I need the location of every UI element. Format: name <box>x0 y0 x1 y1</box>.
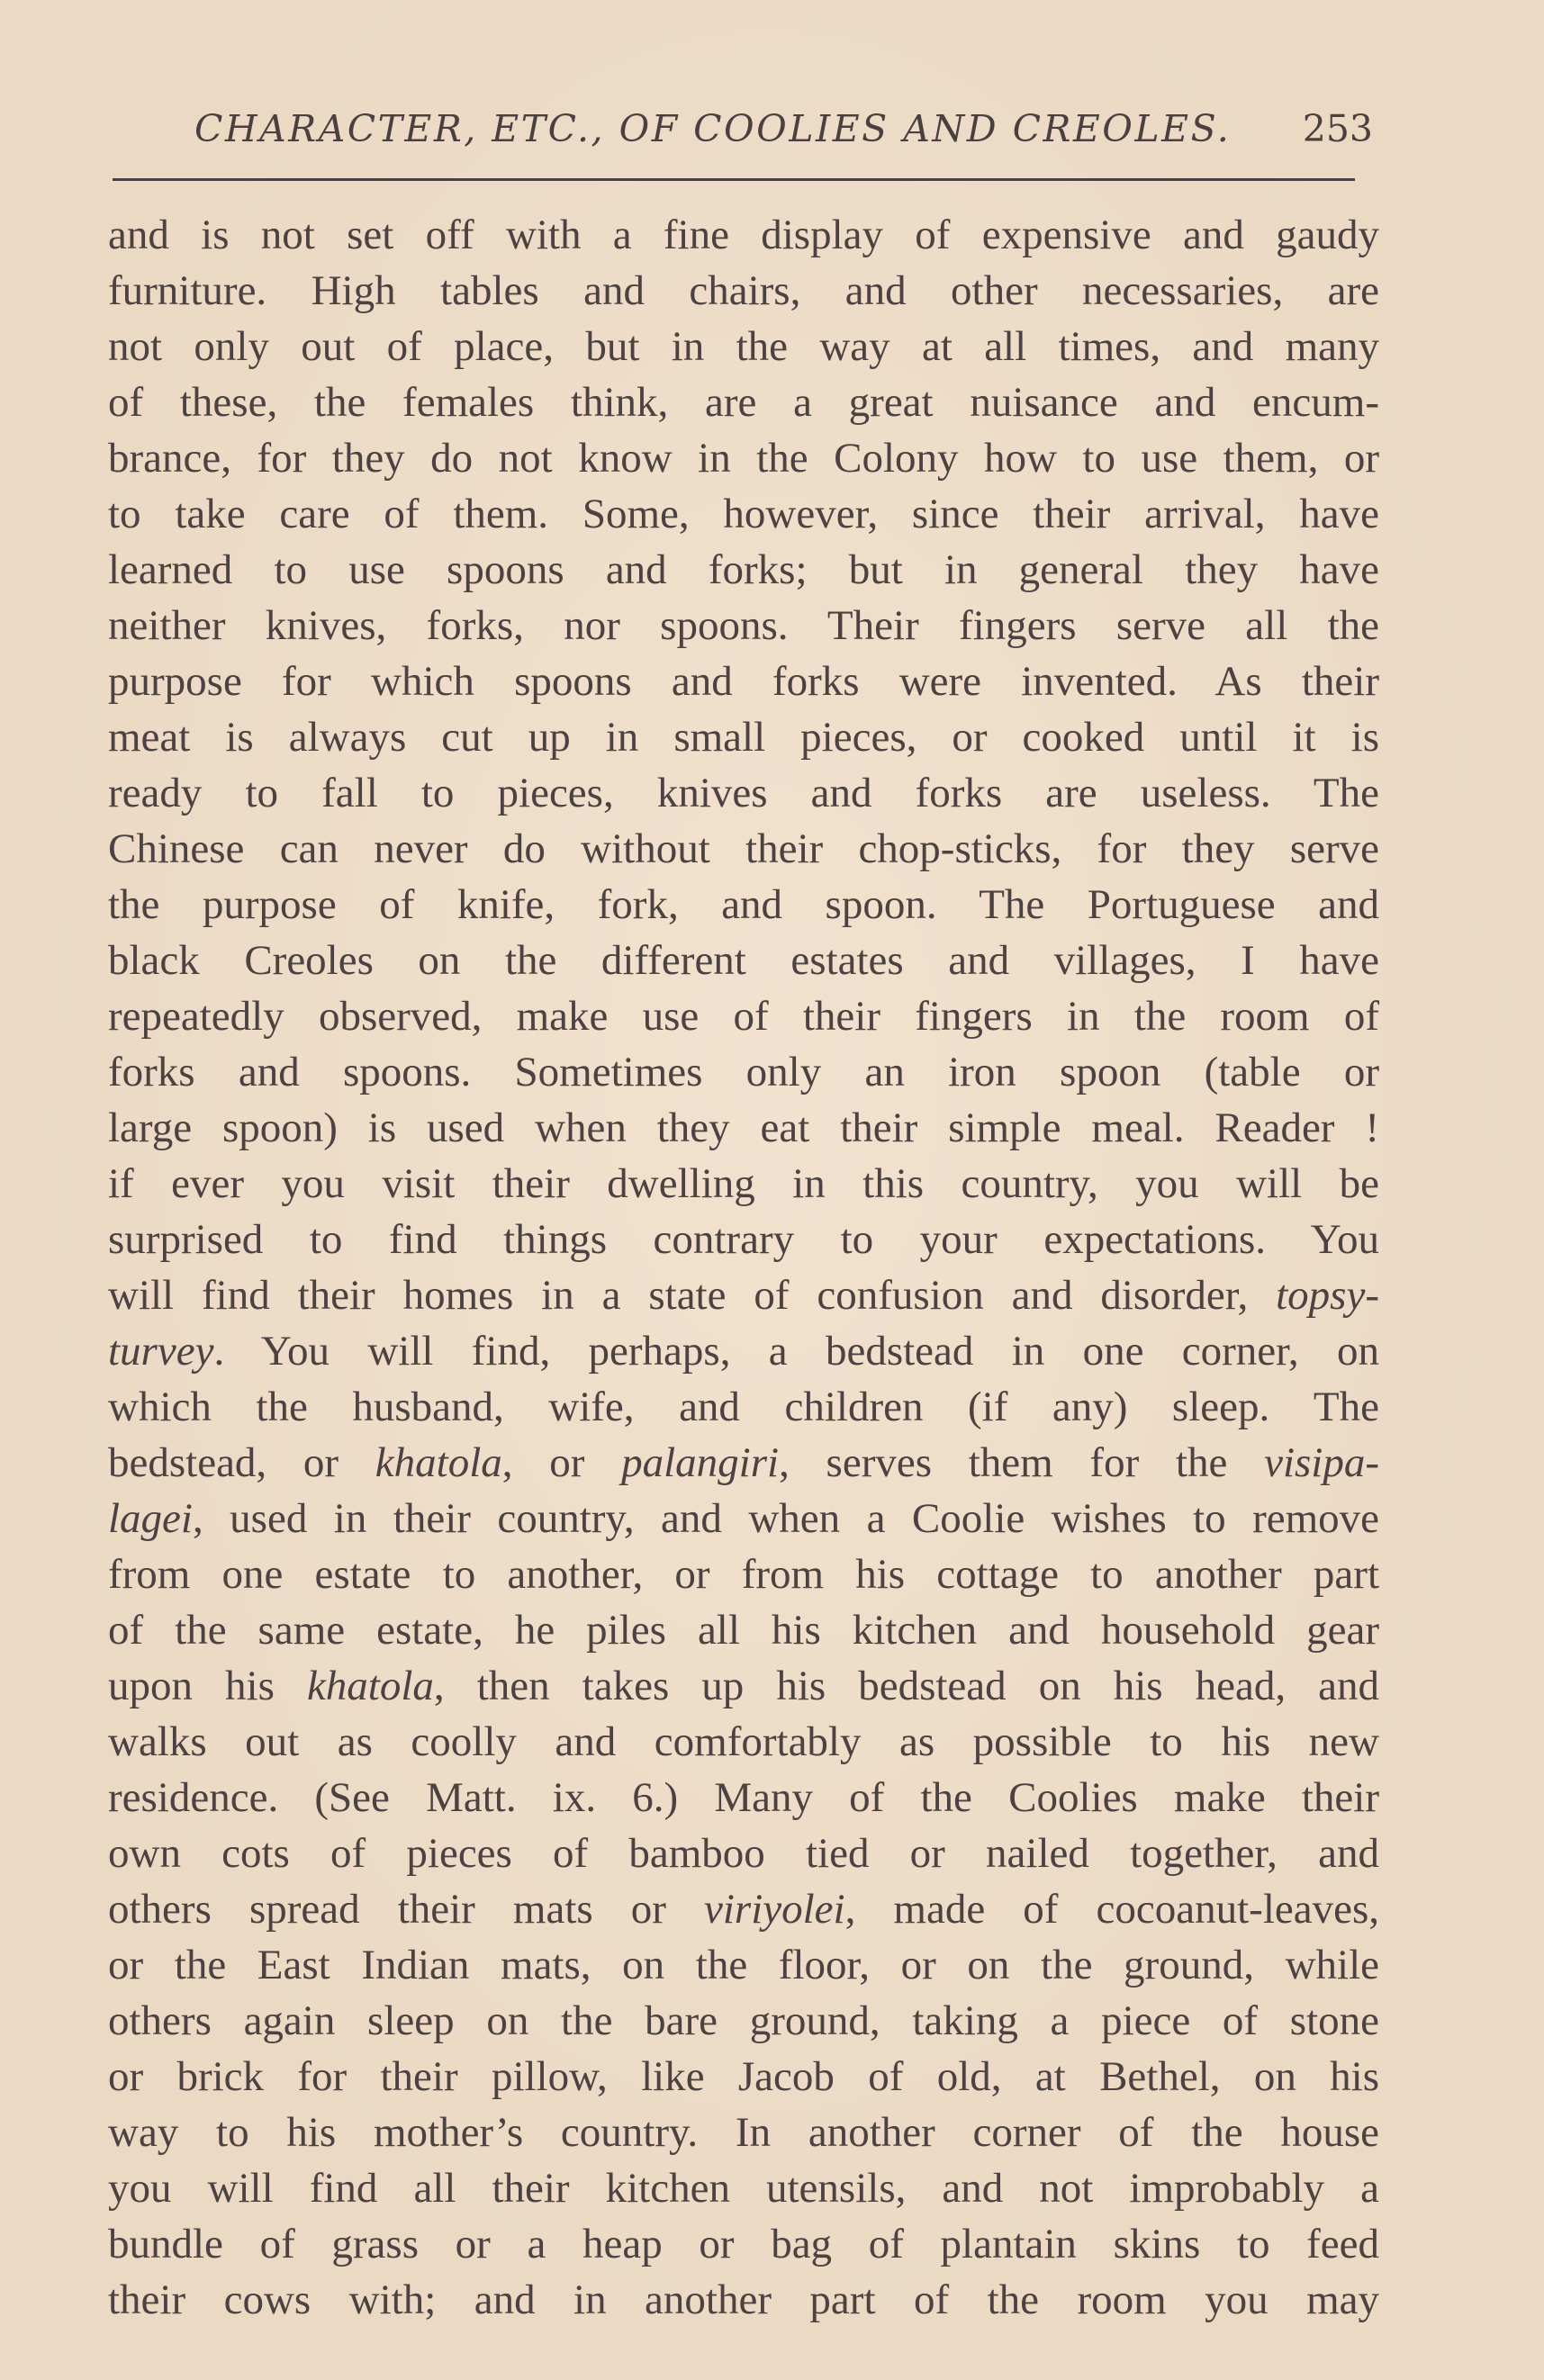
text-line: furniture. High tables and chairs, and other necessaries, are <box>108 267 1379 314</box>
text-line: repeatedly observed, make use of their fingers in the room of <box>108 993 1379 1040</box>
text-line: the purpose of knife, fork, and spoon. The Portuguese and <box>108 881 1379 928</box>
text-line: from one estate to another, or from his cottage to another part <box>108 1551 1379 1598</box>
text-line: lagei, used in their country, and when a Coolie wishes to remove <box>108 1495 1379 1542</box>
text-line: their cows with; and in another part of the room you may <box>108 2276 1379 2323</box>
text-line: and is not set off with a fine display of expensive and gaudy <box>108 212 1379 258</box>
text-line: upon his khatola, then takes up his bedstead on his head, and <box>108 1663 1379 1709</box>
text-line: to take care of them. Some, however, since their arrival, have <box>108 491 1379 537</box>
text-line: if ever you visit their dwelling in this country, you will be <box>108 1160 1379 1207</box>
text-line: you will find all their kitchen utensils, and not improbably a <box>108 2165 1379 2212</box>
text-line: large spoon) is used when they eat their simple meal. Reader ! <box>108 1104 1379 1151</box>
text-line: bundle of grass or a heap or bag of plantain skins to feed <box>108 2221 1379 2267</box>
text-line: forks and spoons. Sometimes only an iron spoon (table or <box>108 1049 1379 1095</box>
text-line: walks out as coolly and comfortably as possible to his new <box>108 1718 1379 1765</box>
page-number: 253 <box>1302 107 1373 150</box>
text-line: surprised to find things contrary to your expectations. You <box>108 1216 1379 1263</box>
body-text <box>108 207 1379 2328</box>
text-line: meat is always cut up in small pieces, or cooked until it is <box>108 714 1379 761</box>
text-line: own cots of pieces of bamboo tied or nailed together, and <box>108 1830 1379 1877</box>
text-line: purpose for which spoons and forks were invented. As their <box>108 658 1379 705</box>
header-rule <box>113 178 1355 181</box>
text-line: of the same estate, he piles all his kitchen and household gear <box>108 1607 1379 1654</box>
text-line: not only out of place, but in the way at all times, and many <box>108 323 1379 370</box>
text-line: Chinese can never do without their chop-sticks, for they serve <box>108 825 1379 872</box>
text-line: which the husband, wife, and children (if any) sleep. The <box>108 1384 1379 1430</box>
text-line: neither knives, forks, nor spoons. Their fingers serve all the <box>108 602 1379 649</box>
text-line: or brick for their pillow, like Jacob of old, at Bethel, on his <box>108 2053 1379 2100</box>
page-header <box>180 97 1373 160</box>
text-line: residence. (See Matt. ix. 6.) Many of the Coolies make their <box>108 1774 1379 1821</box>
text-line: learned to use spoons and forks; but in general they have <box>108 546 1379 593</box>
text-line: brance, for they do not know in the Colony how to use them, or <box>108 435 1379 482</box>
text-line: others again sleep on the bare ground, taking a piece of stone <box>108 1997 1379 2044</box>
text-line: others spread their mats or viriyolei, made of cocoanut-leaves, <box>108 1886 1379 1933</box>
text-line: way to his mother’s country. In another corner of the house <box>108 2109 1379 2156</box>
text-line: turvey. You will find, perhaps, a bedstead in one corner, on <box>108 1328 1379 1375</box>
text-line: black Creoles on the different estates and villages, I have <box>108 937 1379 984</box>
text-line: of these, the females think, are a great nuisance and encum- <box>108 379 1379 426</box>
text-line: will find their homes in a state of confusion and disorder, topsy- <box>108 1272 1379 1319</box>
text-line: ready to fall to pieces, knives and forks are useless. The <box>108 770 1379 816</box>
text-line: bedstead, or khatola, or palangiri, serves them for the visipa- <box>108 1439 1379 1486</box>
running-head: CHARACTER, ETC., OF COOLIES AND CREOLES. <box>194 107 1232 150</box>
text-line: or the East Indian mats, on the floor, or on the ground, while <box>108 1942 1379 1988</box>
